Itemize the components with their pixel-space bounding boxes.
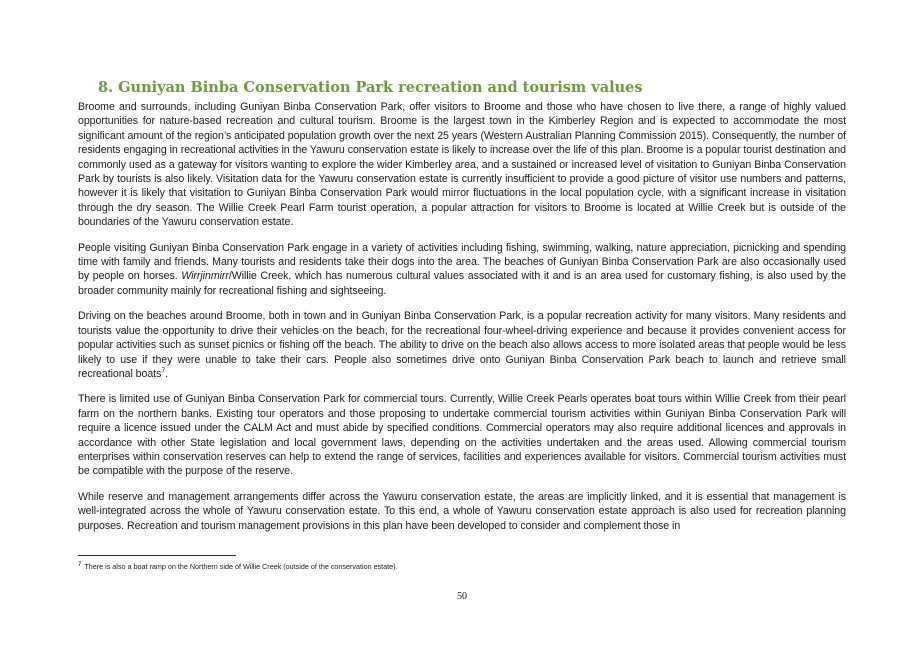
- paragraph-intro: Broome and surrounds, including Guniyan Binba Conservation Park, offer visitors to Broome and those who have chosen to live there, a range of highly valued opportunities for nature-based recreation and cultural tourism. Broome is the largest town in the Kimberley Region and is expected to accommodate the most significant amount of the region’s anticipated population growth over the next 25 years (Western Australian Planning Commission 2015). Consequently, the number of residents engaging in recreational activities in the Yawuru conservation estate is likely to increase over the life of this plan. Broome is a popular tourist destination and commonly used as a gateway for visitors wanting to explore the wider Kimberley area, and a sustained or increased level of visitation to Guniyan Binba Conservation Park by tourists is also likely. Visitation data for the Yawuru conservation estate is currently insufficient to provide a good picture of visitor use numbers and patterns, however it is likely that visitation to Guniyan Binba Conservation Park would mirror fluctuations in the local population cycle, with a significant increase in visitation through the dry season. The Willie Creek Pearl Farm tourist operation, a popular attraction for visitors to Broome is located at Willie Creek but is outside of the boundaries of the Yawuru conservation estate.: [78, 101, 846, 229]
- paragraph-beach-driving-text: Driving on the beaches around Broome, both in town and in Guniyan Binba Conservation Park, is a popular recreation activity for many visitors. Many residents and tourists value the opportunity to drive their vehicles on the beach, for the recreational four-wheel-driving experience and because it provides convenient access for popular activities such as sunset picnics or fishing off the beach. The ability to drive on the beach also allows access to more isolated areas that people would be less likely to use if they were unable to take their cars. People also sometimes drive onto Guniyan Binba Conservation Park beach to launch and retrieve small recreational boats: [78, 310, 846, 380]
- paragraph-beach-driving-end: .: [165, 367, 169, 380]
- paragraph-activities: [78, 241, 846, 299]
- footnote-divider: [78, 555, 236, 556]
- paragraph-activities-text-a: People visiting Guniyan Binba Conservation Park engage in a variety of activities including fishing, swimming, walking, nature appreciation, picnicking and spending time with family and friends. Many tourists and residents take their dogs into the area. The beaches of Guniyan Binba Conservation Park are also occasionally used by people on horses.: [78, 241, 846, 283]
- footnote: [78, 562, 778, 572]
- place-name-italic: Wirrjinmirr: [181, 270, 229, 283]
- footnote-marker: 7: [78, 561, 82, 568]
- paragraph-commercial-tours: There is limited use of Guniyan Binba Conservation Park for commercial tours. Currently, Willie Creek Pearls operates boat tours within Willie Creek from their pearl farm on the northern banks. Existing tour operators and those proposing to undertake commercial tourism activities within Guniyan Binba Conservation Park will require a licence issued under the CALM Act and must abide by specified conditions. Commercial operators may also require additional licences and approvals in accordance with other State legislation and local government laws, depending on the activities undertaken and the areas used. Allowing commercial tourism enterprises within conservation reserves can help to extend the range of services, facilities and experiences available for visitors. Commercial tourism activities must be compatible with the purpose of the reserve.: [78, 393, 846, 478]
- paragraph-management: While reserve and management arrangements differ across the Yawuru conservation estate, the areas are implicitly linked, and it is essential that management is well-integrated across the whole of Yawuru conservation estate. To this end, a whole of Yawuru conservation estate approach is also used for recreation planning purposes. Recreation and tourism management provisions in this plan have been developed to consider and complement those in: [78, 490, 846, 532]
- section-title: Guniyan Binba Conservation Park recreation and tourism values: [118, 79, 643, 96]
- page-body: [78, 78, 846, 544]
- footnote-text: There is also a boat ramp on the Northern side of Willie Creek (outside of the conservation estate).: [84, 562, 398, 571]
- section-heading: [98, 78, 846, 98]
- footnote-reference: 7: [161, 367, 166, 375]
- section-number: 8.: [98, 79, 114, 96]
- paragraph-activities-text-b: /Willie Creek, which has numerous cultural values associated with it and is an area used for customary fishing, is also used by the broader community mainly for recreational fishing and sightseeing.: [78, 270, 846, 297]
- page-number: 50: [457, 591, 467, 602]
- paragraph-beach-driving: [78, 309, 846, 381]
